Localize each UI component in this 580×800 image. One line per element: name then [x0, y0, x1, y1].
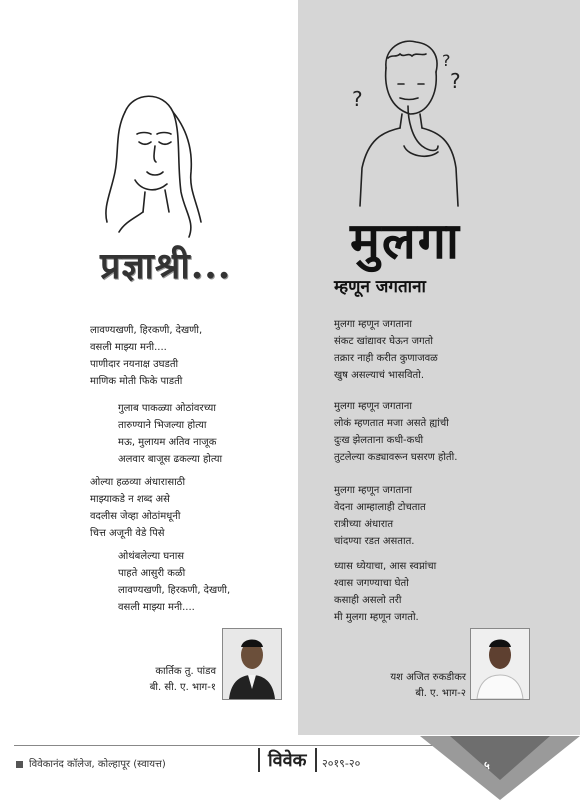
poem-line: वसली माझ्या मनी....: [118, 602, 195, 613]
footer-rule: [14, 745, 454, 746]
footer-college: [16, 756, 166, 770]
author-photo-right: [470, 628, 530, 700]
right-stanza-4: [334, 558, 436, 626]
poem-line: मुलगा म्हणून जगताना: [334, 319, 412, 330]
page-number: ५: [484, 759, 490, 772]
poem-line: कसाही असलो तरी: [334, 595, 402, 606]
girl-sketch-illustration: [85, 72, 205, 242]
question-mark-icon: ?: [442, 51, 451, 70]
boy-sketch-illustration: [338, 28, 478, 208]
poem-line: चांदण्या रडत असतात.: [334, 536, 415, 547]
poem-line: पाहते आसुरी कळी: [118, 568, 186, 579]
poem-line: लावण्यखणी, हिरकणी, देखणी,: [90, 325, 203, 336]
poem-line: वसली माझ्या मनी....: [90, 342, 167, 353]
right-stanza-3: [334, 482, 426, 550]
question-mark-icon: ?: [352, 87, 363, 111]
poem-line: पाणीदार नयनाक्ष उघडती: [90, 359, 179, 370]
right-poem-title: मुलगा: [350, 211, 461, 270]
poem-line: दुःख झेलताना कधी-कधी: [334, 435, 424, 446]
left-author-signature: [110, 664, 216, 696]
author-class: बी. ए. भाग-२: [415, 688, 466, 699]
poem-line: वेदना आम्हालाही टोचतात: [334, 502, 426, 513]
author-name: यश अजित रुकडीकर: [390, 672, 466, 683]
poem-line: अलवार बाजूस ढकल्या होत्या: [118, 454, 223, 465]
right-stanza-2: [334, 398, 457, 466]
poem-line: रात्रीच्या अंधारात: [334, 519, 394, 530]
right-author-signature: [360, 670, 466, 702]
poem-line: माझ्याकडे न शब्द असे: [90, 494, 170, 505]
poem-line: मुलगा म्हणून जगताना: [334, 401, 412, 412]
poem-line: वदलीस जेव्हा ओठांमधूनी: [90, 511, 181, 522]
poem-line: माणिक मोती फिके पाडती: [90, 376, 183, 387]
poem-line: मऊ, मुलायम अतिव नाजूक: [118, 437, 217, 448]
poem-line: मुलगा म्हणून जगताना: [334, 485, 412, 496]
poem-line: ओथंबलेल्या घनास: [118, 551, 185, 562]
author-photo-left: [222, 628, 282, 700]
poem-line: तारुण्याने भिजल्या होत्या: [118, 420, 207, 431]
footer-year: २०१९-२०: [322, 757, 361, 770]
footer-square-icon: [16, 761, 23, 768]
right-poem-subtitle: म्हणून जगताना: [334, 277, 426, 297]
poem-line: संकट खांद्यावर घेऊन जगतो: [334, 336, 433, 347]
poem-line: तुटलेल्या कड्यावरून घसरण होती.: [334, 452, 458, 463]
left-stanza-3: [90, 474, 185, 542]
left-stanza-1: [90, 322, 202, 390]
left-stanza-4: [118, 548, 230, 616]
right-stanza-1: [334, 316, 438, 384]
poem-line: चित्त अजूनी वेडे पिसे: [90, 528, 165, 539]
poem-line: तक्रार नाही करीत कुणाजवळ: [334, 353, 438, 364]
poem-line: श्वास जगण्याचा घेतो: [334, 578, 409, 589]
poem-line: ओल्या हळव्या अंधारासाठी: [90, 477, 186, 488]
footer-magazine-name: विवेक: [258, 748, 317, 772]
poem-line: मी मुलगा म्हणून जगतो.: [334, 612, 419, 623]
question-mark-icon: ?: [450, 69, 461, 93]
author-name: कार्तिक तु. पांडव: [155, 666, 216, 677]
college-name: विवेकानंद कॉलेज, कोल्हापूर (स्वायत्त): [29, 759, 166, 770]
poem-line: खुष असल्याचं भासवितो.: [334, 370, 425, 381]
footer-triangle-decoration: [420, 736, 580, 800]
poem-line: ध्यास ध्येयाचा, आस स्वप्नांचा: [334, 561, 437, 572]
poem-line: लोकं म्हणतात मजा असते ह्यांची: [334, 418, 449, 429]
left-poem-title: प्रज्ञाश्री...: [100, 245, 232, 287]
poem-line: गुलाब पाकळ्या ओठांवरच्या: [118, 403, 216, 414]
poem-line: लावण्यखणी, हिरकणी, देखणी,: [118, 585, 231, 596]
left-stanza-2: [118, 400, 222, 468]
author-class: बी. सी. ए. भाग-१: [149, 682, 216, 693]
